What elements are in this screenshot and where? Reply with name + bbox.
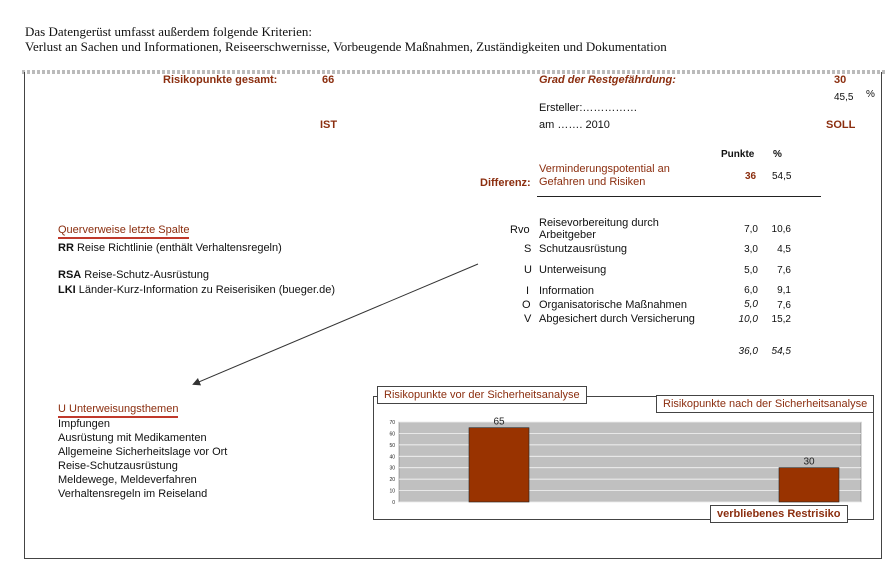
training-item: Allgemeine Sicherheitslage vor Ort [58,446,228,458]
row-percent: 9,1 [777,285,791,296]
row-text: Abgesichert durch Versicherung [539,313,695,325]
row-percent: 7,6 [777,300,791,311]
training-item: Ausrüstung mit Medikamenten [58,432,207,444]
intro-line-1: Das Datengerüst umfasst außerdem folgende Kriterien: [25,24,312,39]
bar [779,468,839,502]
y-tick-label: 0 [392,500,395,506]
training-heading: U Unterweisungsthemen [58,403,178,418]
table-divider [537,196,821,197]
row-text: Schutzausrüstung [539,243,628,255]
date-line: am ……. 2010 [539,119,610,131]
row-percent: 7,6 [777,265,791,276]
creator-line: Ersteller:…………… [539,102,638,114]
training-item: Reise-Schutzausrüstung [58,460,178,472]
y-tick-label: 30 [389,465,395,472]
reference-text: Länder-Kurz-Information zu Reiserisiken (bueger.de) [78,284,335,296]
bar-value-label: 65 [493,416,505,428]
training-item: Meldewege, Meldeverfahren [58,474,197,486]
references-heading: Querverweise letzte Spalte [58,224,189,239]
chart-label-before: Risikopunkte vor der Sicherheitsanalyse [377,386,587,404]
difference-label: Differenz: [480,177,531,189]
y-tick-label: 60 [389,431,395,438]
pointer-arrow [180,258,490,390]
row-points: 10,0 [738,314,758,325]
page-tear-edge [22,70,886,74]
row-code: S [524,243,532,255]
row-code: Rvo [510,224,530,236]
row-text-cont: Arbeitgeber [539,229,596,241]
chart-label-residual: verbliebenes Restrisiko [710,505,848,523]
reduction-label-line1: Verminderungspotential an [539,163,670,175]
reference-text: Reise Richtlinie (enthält Verhaltensregeln) [76,242,282,254]
page-border-left [24,72,25,559]
y-tick-label: 40 [389,454,395,461]
row-percent: 10,6 [771,224,791,235]
intro-line-2: Verlust an Sachen und Informationen, Reiseerschwernisse, Vorbeugende Maßnahmen, Zuständigkeiten und Dokumentation [25,39,667,54]
row-text: Information [539,285,595,297]
row-text: Unterweisung [539,264,607,276]
reduction-label-line2: Gefahren und Risiken [539,176,646,188]
risk-total-label: Risikopunkte gesamt: [163,74,278,86]
col-header-points: Punkte [721,149,755,160]
row-percent: 4,5 [777,244,791,255]
reference-abbr: LKI [58,284,76,296]
reduction-percent: 54,5 [772,171,792,182]
bar-chart [374,397,873,519]
reference-abbr: RSA [58,269,82,281]
row-code: O [522,299,531,311]
row-code: I [526,285,530,297]
chart-label-after: Risikopunkte nach der Sicherheitsanalyse [656,395,874,413]
row-code: U [524,264,532,276]
training-item: Impfungen [58,418,110,430]
bar [469,428,529,502]
y-tick-label: 10 [389,488,395,495]
risk-total-value: 66 [322,74,335,86]
reference-text: Reise-Schutz-Ausrüstung [84,269,210,281]
residual-label: Grad der Restgefährdung: [539,74,676,86]
total-percent: 54,5 [771,346,791,357]
training-item: Verhaltensregeln im Reiseland [58,488,208,500]
row-points: 6,0 [744,285,758,296]
soll-label: SOLL [826,119,856,131]
y-tick-label: 50 [389,442,395,449]
residual-percent: 45,5 [834,92,854,103]
row-points: 5,0 [744,265,758,276]
reference-abbr: RR [58,242,74,254]
reference-item [58,242,282,254]
percent-sign: % [866,89,875,100]
page-border-bottom [24,558,882,559]
page-border-right [881,72,882,559]
row-text: Organisatorische Maßnahmen [539,299,687,311]
ist-label: IST [320,119,338,131]
row-points: 3,0 [744,244,758,255]
row-points: 5,0 [744,299,758,310]
row-text: Reisevorbereitung durch [539,217,659,229]
row-points: 7,0 [744,224,758,235]
row-code: V [524,313,532,325]
bar-value-label: 30 [803,456,815,468]
row-percent: 15,2 [771,314,791,325]
residual-value: 30 [834,74,847,86]
y-tick-label: 20 [389,477,395,484]
total-points: 36,0 [738,346,758,357]
reduction-points: 36 [745,171,757,182]
y-tick-label: 70 [389,420,395,426]
col-header-percent: % [773,149,782,160]
